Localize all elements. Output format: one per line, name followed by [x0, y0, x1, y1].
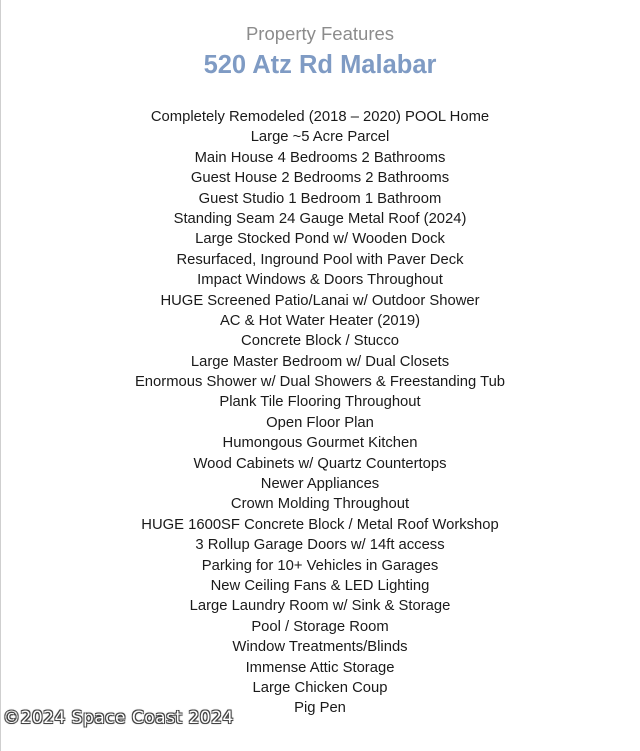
feature-item: 3 Rollup Garage Doors w/ 14ft access: [195, 537, 445, 554]
feature-item: Parking for 10+ Vehicles in Garages: [201, 557, 439, 574]
feature-item: Guest Studio 1 Bedroom 1 Bathroom: [198, 190, 442, 207]
feature-item: Immense Attic Storage: [245, 659, 395, 676]
feature-item: Large ~5 Acre Parcel: [250, 129, 390, 146]
feature-item: Completely Remodeled (2018 – 2020) POOL Home: [150, 109, 490, 125]
feature-item: New Ceiling Fans & LED Lighting: [210, 577, 430, 594]
feature-item: HUGE 1600SF Concrete Block / Metal Roof Workshop: [141, 516, 499, 533]
feature-item: Resurfaced, Inground Pool with Paver Deck: [176, 251, 464, 268]
feature-item: Impact Windows & Doors Throughout: [197, 272, 443, 289]
feature-item: HUGE Screened Patio/Lanai w/ Outdoor Shower: [160, 292, 480, 309]
feature-item: Large Stocked Pond w/ Wooden Dock: [195, 231, 445, 248]
copyright-watermark: ©2024 Space Coast 2024: [3, 708, 234, 728]
feature-item: Large Laundry Room w/ Sink & Storage: [189, 598, 451, 615]
feature-item: Humongous Gourmet Kitchen: [222, 435, 418, 452]
feature-item: Guest House 2 Bedrooms 2 Bathrooms: [190, 170, 450, 187]
feature-item: Window Treatments/Blinds: [232, 639, 408, 656]
feature-item: Large Chicken Coup: [252, 679, 388, 696]
feature-item: Main House 4 Bedrooms 2 Bathrooms: [194, 149, 446, 166]
feature-item: Wood Cabinets w/ Quartz Countertops: [193, 455, 447, 472]
feature-item: Newer Appliances: [260, 476, 380, 493]
feature-item: Pool / Storage Room: [251, 618, 389, 635]
feature-item: AC & Hot Water Heater (2019): [219, 312, 421, 329]
page-title: 520 Atz Rd Malabar: [203, 51, 437, 79]
page-subtitle: Property Features: [245, 23, 395, 44]
feature-item: Standing Seam 24 Gauge Metal Roof (2024): [173, 210, 467, 227]
feature-item: Plank Tile Flooring Throughout: [219, 394, 421, 411]
feature-list: [0, 107, 640, 719]
feature-item: Large Master Bedroom w/ Dual Closets: [190, 353, 450, 370]
feature-item: Concrete Block / Stucco: [241, 333, 399, 350]
feature-item: Pig Pen: [294, 700, 346, 717]
feature-item: Open Floor Plan: [266, 414, 374, 431]
feature-item: Crown Molding Throughout: [230, 496, 410, 513]
feature-item: Enormous Shower w/ Dual Showers & Freestanding Tub: [134, 374, 506, 391]
